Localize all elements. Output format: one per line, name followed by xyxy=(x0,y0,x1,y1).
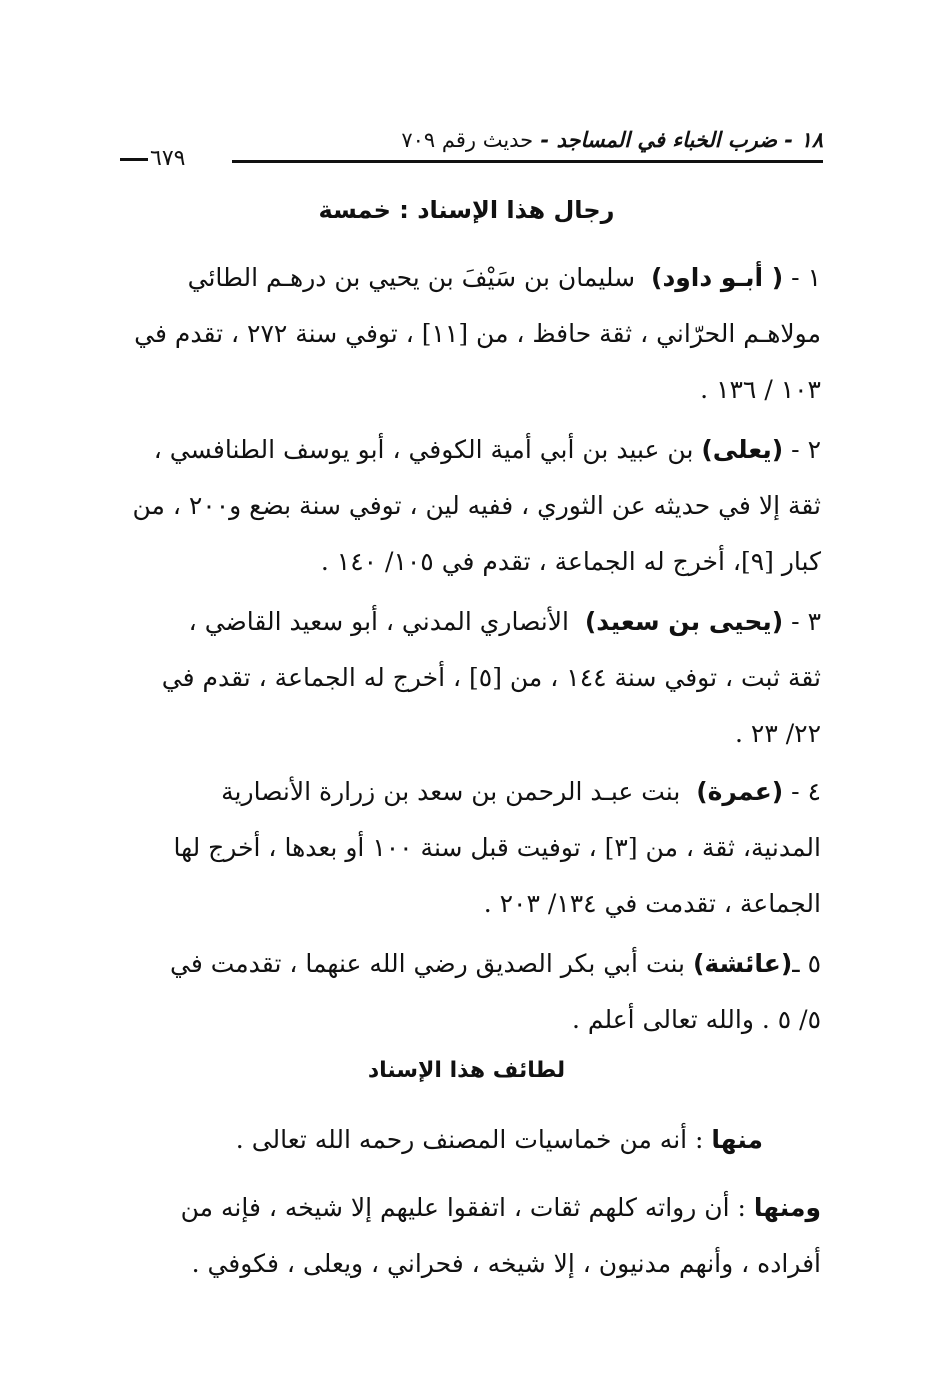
entry-text: سليمان بن سَيْفَ بن يحيي بن درهـم الطائي xyxy=(187,263,636,292)
entry-number: ٥ ـ xyxy=(792,949,821,978)
entry-number: ٤ - xyxy=(783,777,821,806)
chapter-title xyxy=(401,128,823,152)
narrator-entry xyxy=(112,422,821,590)
subtlety-term: ومنها xyxy=(753,1193,821,1222)
subtlety-entry xyxy=(112,1180,821,1292)
section-title-subtleties: لطائف هذا الإسناد xyxy=(367,1058,566,1083)
subtlety-entry xyxy=(112,1112,821,1168)
entry-text: : أنه من خماسيات المصنف رحمه الله تعالى . xyxy=(235,1125,712,1154)
entry-text: بنت أبي بكر الصديق رضي الله عنهما ، تقدمت في xyxy=(170,949,686,978)
narrator-name: (عمرة) xyxy=(696,777,784,806)
entry-line: ثقة ثبت ، توفي سنة ١٤٤ ، من [٥] ، أخرج له الجماعة ، تقدم في xyxy=(161,663,821,692)
narrator-name: (يحيى بن سعيد) xyxy=(584,607,784,636)
entry-line: ٥/ ٥ . والله تعالى أعلم . xyxy=(571,1005,821,1034)
section-title-narrators: رجال هذا الإسناد : خمسة xyxy=(318,196,615,224)
entry-number: ٣ - xyxy=(783,607,821,636)
entry-line xyxy=(112,1112,821,1168)
entry-line: ١٠٣ / ١٣٦ . xyxy=(700,375,821,404)
entry-text: : أن رواته كلهم ثقات ، اتفقوا عليهم إلا شيخه ، فإنه من xyxy=(180,1193,754,1222)
entry-line xyxy=(112,594,821,650)
narrator-entry xyxy=(112,250,821,418)
entry-line xyxy=(112,1180,821,1236)
entry-text: الأنصاري المدني ، أبو سعيد القاضي ، xyxy=(188,607,569,636)
entry-line: أفراده ، وأنهم مدنيون ، إلا شيخه ، فحراني ، ويعلى ، فكوفي . xyxy=(191,1249,821,1278)
entry-line: ثقة إلا في حديثه عن الثوري ، ففيه لين ، توفي سنة بضع و٢٠٠ ، من xyxy=(132,491,821,520)
chapter-label: ١٨ - ضرب الخباء في المساجد xyxy=(556,128,823,152)
narrator-entry xyxy=(112,764,821,932)
narrator-name: (يعلى) xyxy=(701,435,784,464)
header-rule xyxy=(232,160,823,163)
entry-line xyxy=(112,250,821,306)
entry-line xyxy=(112,422,821,478)
entry-line: الجماعة ، تقدمت في ١٣٤/ ٢٠٣ . xyxy=(483,889,821,918)
narrator-entry xyxy=(112,936,821,1048)
entry-line: مولاهـم الحرّاني ، ثقة حافظ ، من [١١] ، توفي سنة ٢٧٢ ، تقدم في xyxy=(134,319,821,348)
narrator-name: ( أبـو داود) xyxy=(651,263,784,292)
entry-line xyxy=(112,936,821,992)
page-number: ٦٧٩ xyxy=(150,146,186,171)
entry-line: المدنية، ثقة ، من [٣] ، توفيت قبل سنة ١٠٠ أو بعدها ، أخرج لها xyxy=(173,833,821,862)
entry-text: بنت عبـد الرحمن بن سعد بن زرارة الأنصارية xyxy=(221,777,681,806)
narrator-entry xyxy=(112,594,821,762)
hadith-number: حديث رقم ٧٠٩ xyxy=(401,128,534,152)
entry-text: بن عبيد بن أبي أمية الكوفي ، أبو يوسف الطنافسي ، xyxy=(153,435,694,464)
entry-line: ٢٢/ ٢٣ . xyxy=(735,719,821,748)
entry-number: ١ - xyxy=(783,263,821,292)
page-number-dash xyxy=(120,158,148,161)
entry-line xyxy=(112,764,821,820)
narrator-name: (عائشة) xyxy=(692,949,793,978)
header-separator: - xyxy=(533,128,557,152)
running-header xyxy=(120,126,823,160)
entry-line: كبار [٩]، أخرج له الجماعة ، تقدم في ١٠٥/ ١٤٠ . xyxy=(320,547,821,576)
entry-number: ٢ - xyxy=(783,435,821,464)
subtlety-term: منها xyxy=(711,1125,763,1154)
